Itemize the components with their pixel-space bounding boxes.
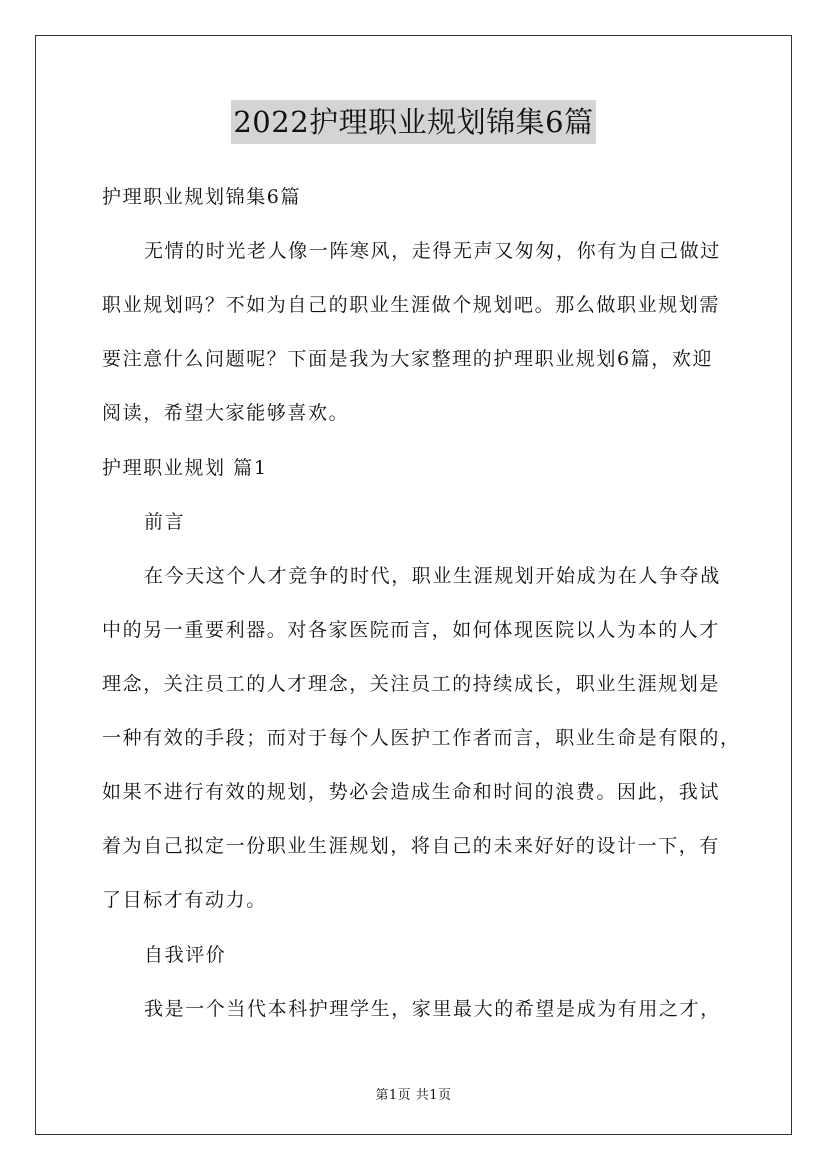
- title-container: [0, 100, 827, 144]
- preface-line-6: 着为自己拟定一份职业生涯规划，将自己的未来好好的设计一下，有: [102, 835, 721, 857]
- preface-line-2: 中的另一重要利器。对各家医院而言，如何体现医院以人为本的人才: [102, 619, 721, 641]
- subtitle: 护理职业规划锦集6篇: [102, 186, 302, 208]
- page-footer: 第1页 共1页: [375, 1088, 452, 1103]
- self-eval-line-1: 我是一个当代本科护理学生，家里最大的希望是成为有用之才，: [144, 998, 721, 1020]
- preface-line-7: 了目标才有动力。: [102, 889, 267, 911]
- self-eval-heading: 自我评价: [144, 944, 227, 966]
- intro-line-4: 阅读，希望大家能够喜欢。: [102, 402, 350, 424]
- intro-line-1: 无情的时光老人像一阵寒风，走得无声又匆匆，你有为自己做过: [144, 240, 721, 262]
- preface-heading: 前言: [144, 511, 186, 533]
- intro-line-2: 职业规划吗？不如为自己的职业生涯做个规划吧。那么做职业规划需: [102, 294, 721, 316]
- preface-line-5: 如果不进行有效的规划，势必会造成生命和时间的浪费。因此，我试: [102, 781, 721, 803]
- preface-line-1: 在今天这个人才竞争的时代，职业生涯规划开始成为在人争夺战: [144, 565, 721, 587]
- preface-line-4: 一种有效的手段；而对于每个人医护工作者而言，职业生命是有限的，: [102, 727, 741, 749]
- preface-line-3: 理念，关注员工的人才理念，关注员工的持续成长，职业生涯规划是: [102, 673, 721, 695]
- intro-line-3: 要注意什么问题呢？下面是我为大家整理的护理职业规划6篇，欢迎: [102, 348, 714, 370]
- section-heading: 护理职业规划 篇1: [102, 457, 268, 479]
- document-title: 2022护理职业规划锦集6篇: [231, 100, 595, 144]
